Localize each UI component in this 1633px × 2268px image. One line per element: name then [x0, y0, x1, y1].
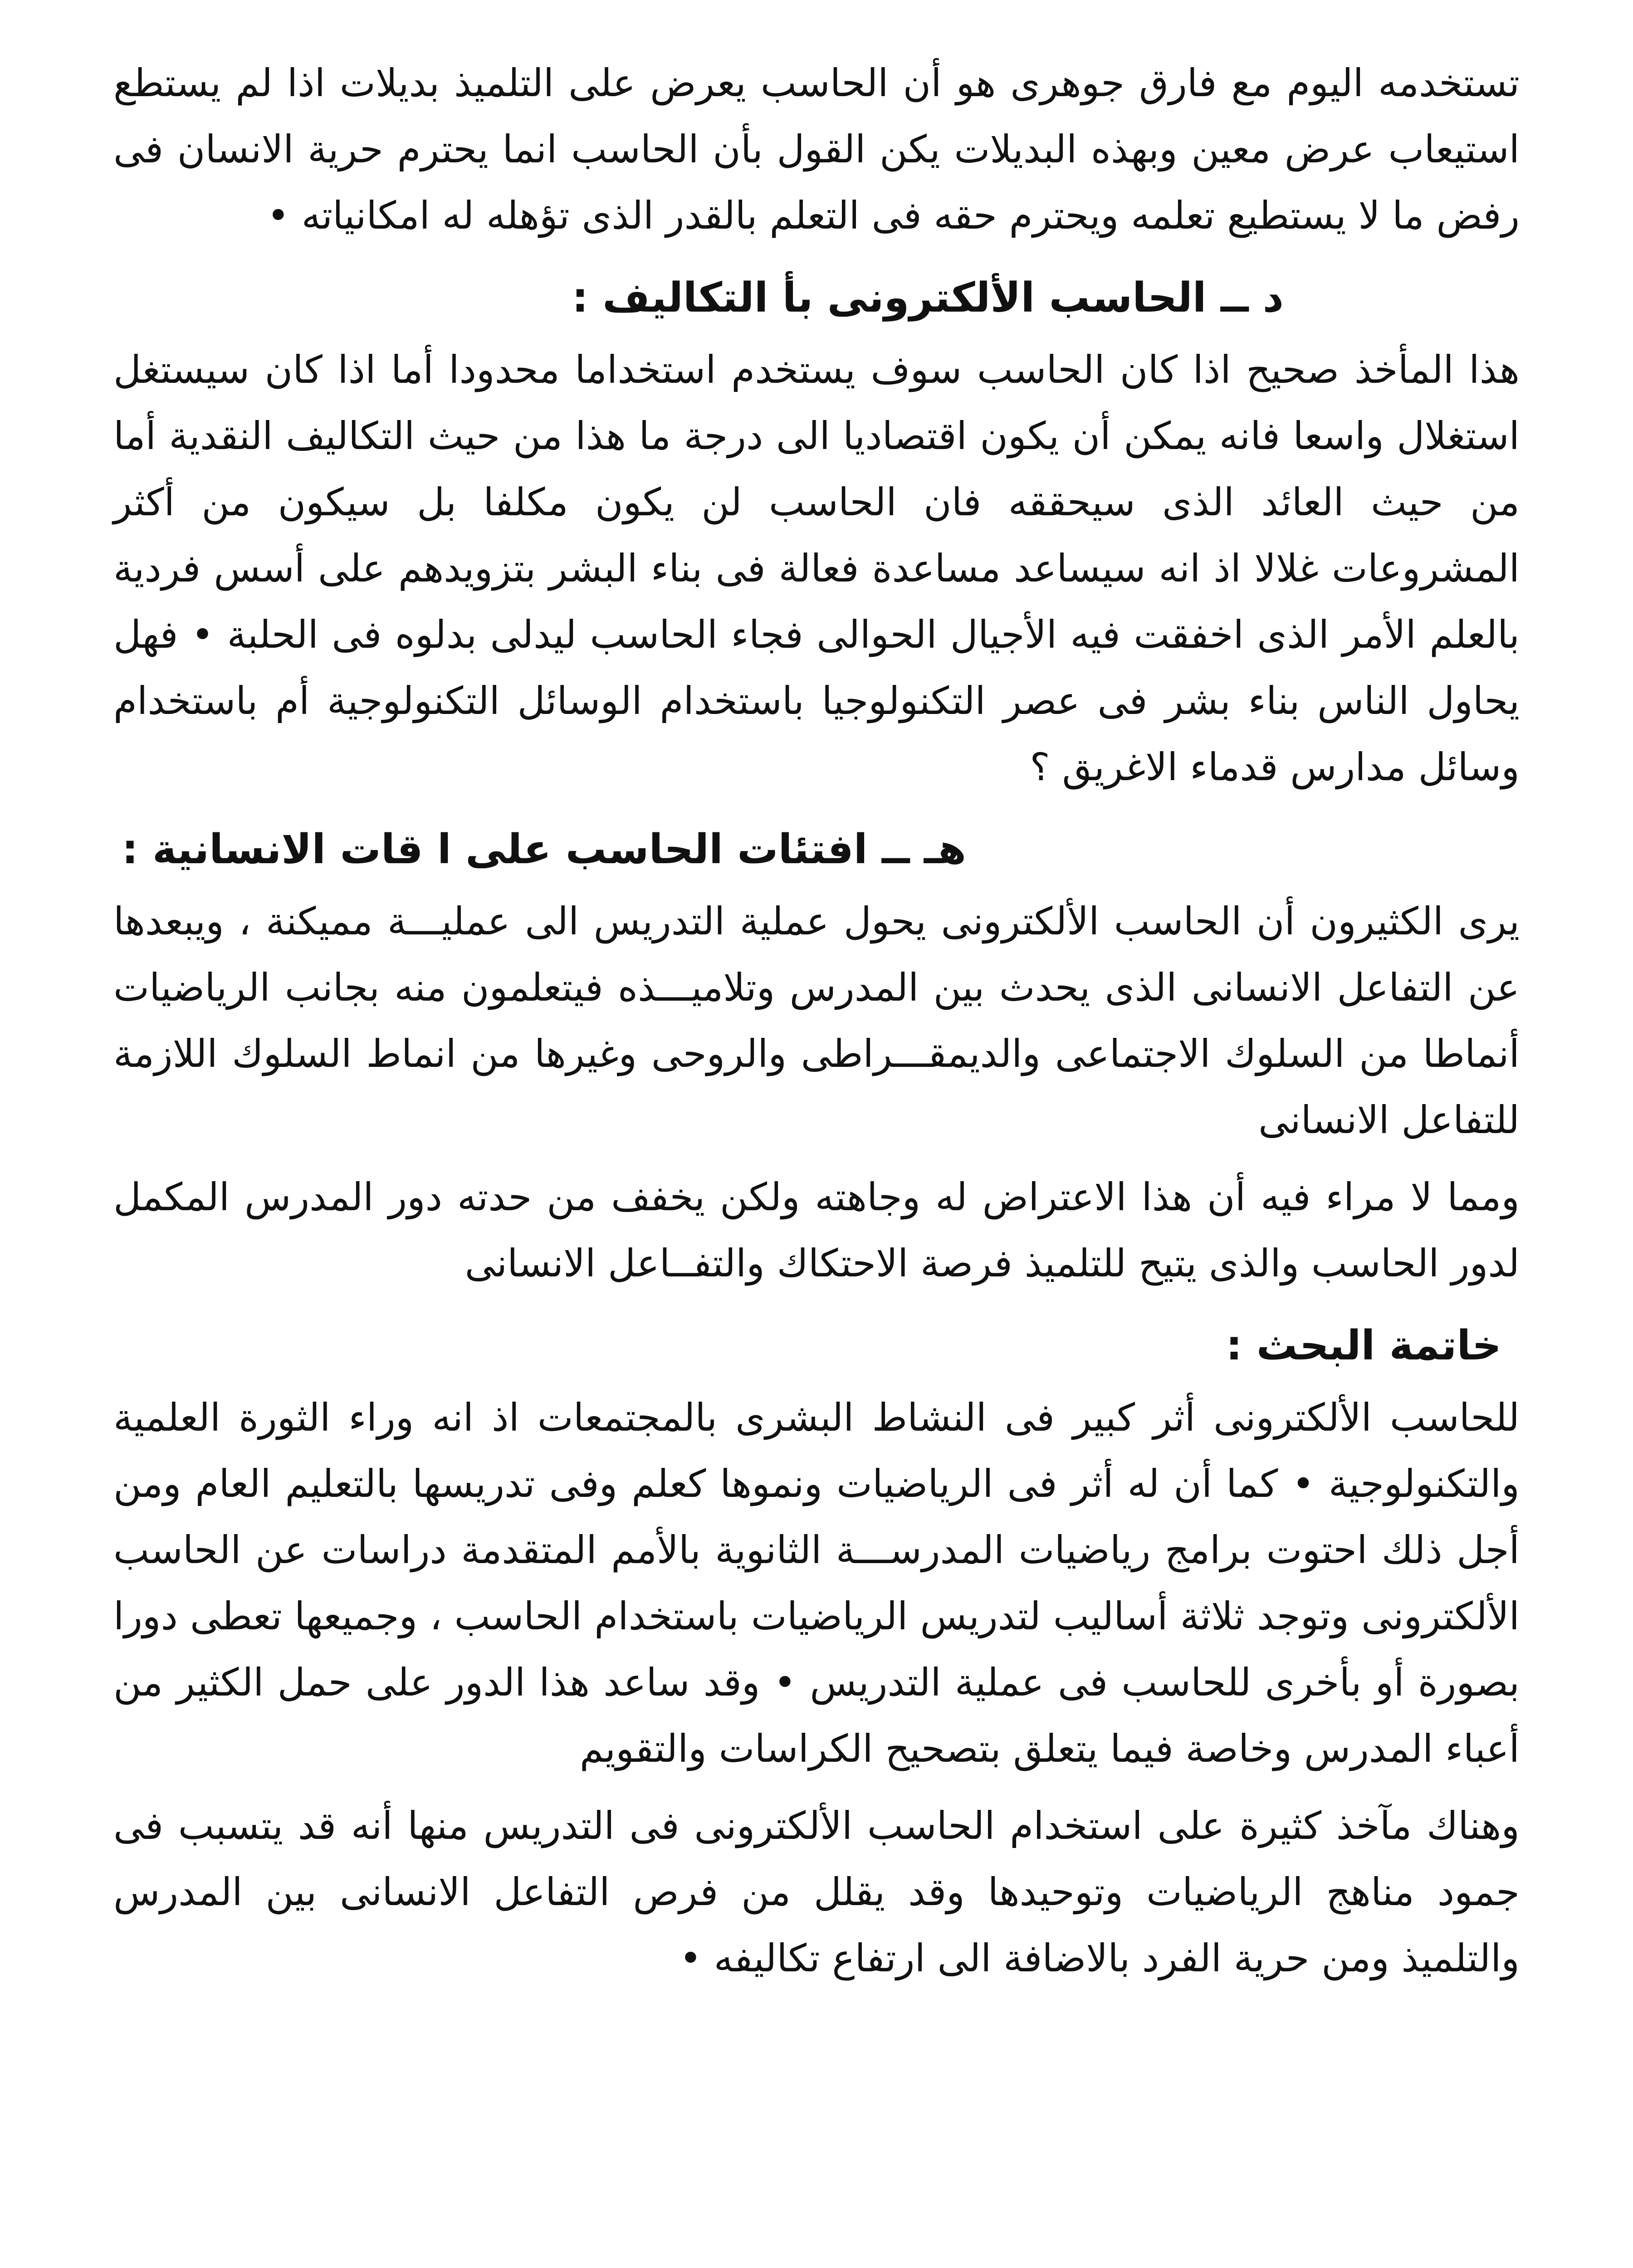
intro-paragraph: تستخدمه اليوم مع فارق جوهرى هو أن الحاسب يعرض على التلميذ بديلات اذا لم يستطع استيعاب عرض معين وبهذه البديلات يكن القول بأن الحاسب انما يحترم حرية الانسان فى رفض ما لا يستطيع تعلمه ويحترم حقه فى التعلم بالقدر الذى تؤهله له امكانياته • — [113, 61, 1520, 238]
section-d-heading: د ــ الحاسب الألكترونى بأ التكاليف : — [572, 274, 1284, 322]
conclusion-paragraph-1: للحاسب الألكترونى أثر كبير فى النشاط البشرى بالمجتمعات اذ انه وراء الثورة العلمية والتكنولوجية • كما أن له أثر فى الرياضيات ونموها كعلم وفى تدريسها بالتعليم العام ومن أجل ذلك احتوت برامج رياضيات المدرســـة الثانوية بالأمم المتقدمة دراسات عن الحاسب الألكترونى وتوجد ثلاثة أساليب لتدريس الرياضيات باستخدام الحاسب ، وجميعها تعطى دورا بصورة أو بأخرى للحاسب فى عملية التدريس • وقد ساعد هذا الدور على حمل الكثير من أعباء المدرس وخاصة فيما يتعلق بتصحيح الكراسات والتقويم — [113, 1395, 1520, 1771]
section-h-paragraph-1: يرى الكثيرون أن الحاسب الألكترونى يحول عملية التدريس الى عمليـــة مميكنة ، ويبعدها عن التفاعل الانسانى الذى يحدث بين المدرس وتلاميـــذه فيتعلمون منه بجانب الرياضيات أنماطا من السلوك الاجتماعى والديمقـــراطى والروحى وغيرها من انماط السلوك اللازمة للتفاعل الانسانى — [113, 899, 1520, 1142]
conclusion-paragraph-2: وهناك مآخذ كثيرة على استخدام الحاسب الألكترونى فى التدريس منها أنه قد يتسبب فى جمود مناهج الرياضيات وتوحيدها وقد يقلل من فرص التفاعل الانسانى بين المدرس والتلميذ ومن حرية الفرد بالاضافة الى ارتفاع تكاليفه • — [113, 1804, 1520, 1980]
section-d-paragraph: هذا المأخذ صحيح اذا كان الحاسب سوف يستخدم استخداما محدودا أما اذا كان سيستغل استغلال واسعا فانه يمكن أن يكون اقتصاديا الى درجة ما هذا من حيث التكاليف النقدية أما من حيث العائد الذى سيحققه فان الحاسب لن يكون مكلفا بل سيكون من أكثر المشروعات غلالا اذ انه سيساعد مساعدة فعالة فى بناء البشر بتزويدهم على أسس فردية بالعلم الأمر الذى اخفقت فيه الأجيال الحوالى فجاء الحاسب ليدلى بدلوه فى الحلبة • فهل يحاول الناس بناء بشر فى عصر التكنولوجيا باستخدام الوسائل التكنولوجية أم باستخدام وسائل مدارس قدماء الاغريق ؟ — [113, 347, 1520, 789]
section-h-heading: هـ ــ افتئات الحاسب على ا قات الانسانية : — [122, 826, 966, 873]
conclusion-heading: خاتمة البحث : — [1226, 1322, 1501, 1369]
section-h-paragraph-2: ومما لا مراء فيه أن هذا الاعتراض له وجاهته ولكن يخفف من حدته دور المدرس المكمل لدور الحاسب والذى يتيح للتلميذ فرصة الاحتكاك والتفــاعل الانسانى — [113, 1175, 1520, 1286]
